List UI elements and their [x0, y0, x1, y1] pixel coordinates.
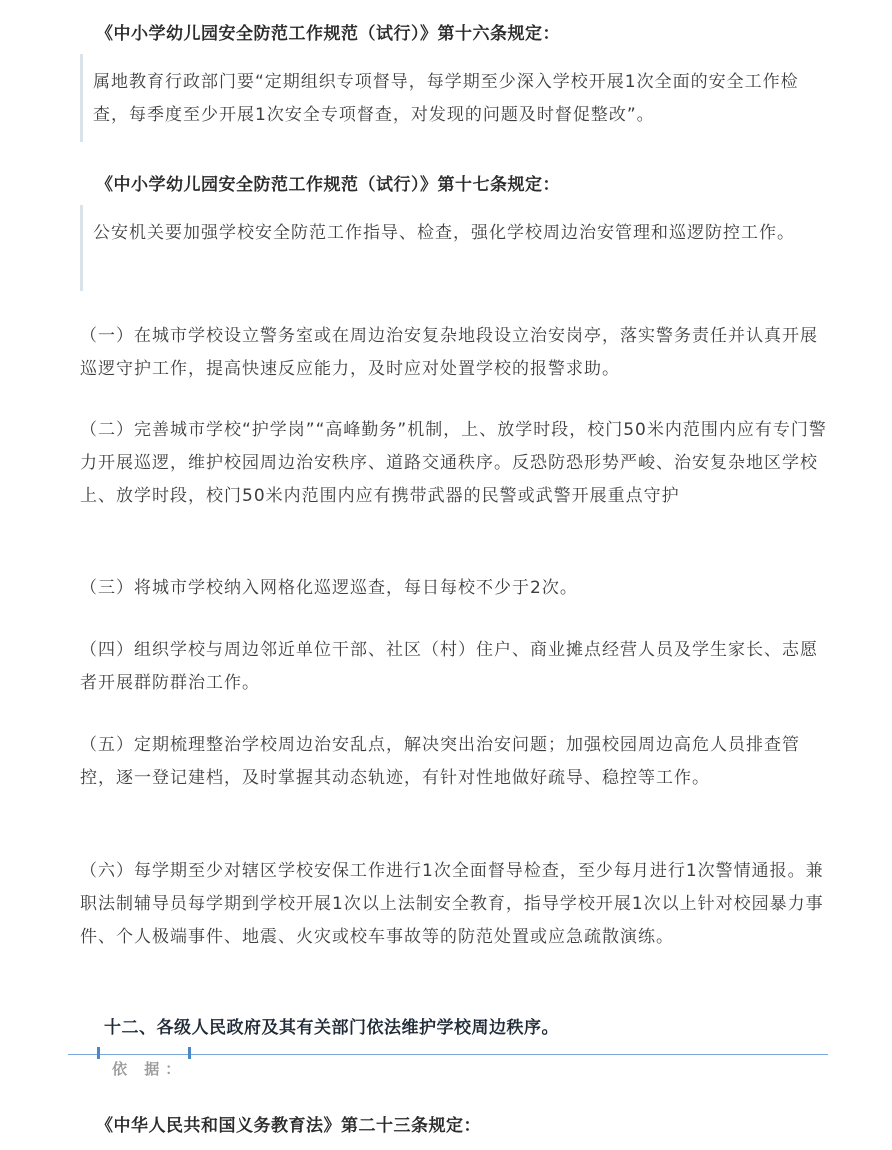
heading-article-16: 《中小学幼儿园安全防范工作规范（试行）》第十六条规定： [96, 24, 560, 44]
section-divider [68, 1054, 828, 1055]
quote-article-17-text: 公安机关要加强学校安全防范工作指导、检查，强化学校周边治安管理和巡逻防控工作。 [93, 223, 795, 243]
divider-tick-right [188, 1047, 191, 1059]
basis-label: 依 据： [112, 1060, 187, 1078]
section-title: 十二、各级人民政府及其有关部门依法维护学校周边秩序。 [104, 1018, 559, 1038]
heading-article-17: 《中小学幼儿园安全防范工作规范（试行）》第十七条规定： [96, 175, 560, 195]
heading-compulsory-education-law: 《中华人民共和国义务教育法》第二十三条规定： [96, 1116, 481, 1136]
divider-tick-left [97, 1047, 100, 1059]
quote-article-16 [80, 54, 828, 142]
item-3: （三）将城市学校纳入网格化巡逻巡查，每日每校不少于2次。 [80, 578, 578, 598]
item-2: （二）完善城市学校“护学岗”“高峰勤务”机制，上、放学时段，校门50米内范围内应有专门警力开展巡逻，维护校园周边治安秩序、道路交通秩序。反恐防恐形势严峻、治安复杂地区学校上、放学时段，校门50米内范围内应有携带武器的民警或武警开展重点守护 [80, 420, 827, 506]
quote-article-17 [80, 205, 828, 291]
item-6: （六）每学期至少对辖区学校安保工作进行1次全面督导检查，至少每月进行1次警情通报。兼职法制辅导员每学期到学校开展1次以上法制安全教育，指导学校开展1次以上针对校园暴力事件、个人极端事件、地震、火灾或校车事故等的防范处置或应急疏散演练。 [80, 861, 824, 947]
item-4: （四）组织学校与周边邻近单位干部、社区（村）住户、商业摊点经营人员及学生家长、志愿者开展群防群治工作。 [80, 640, 818, 693]
quote-article-16-text: 属地教育行政部门要“定期组织专项督导，每学期至少深入学校开展1次全面的安全工作检查，每季度至少开展1次安全专项督查，对发现的问题及时督促整改”。 [93, 72, 799, 125]
item-1: （一）在城市学校设立警务室或在周边治安复杂地段设立治安岗亭，落实警务责任并认真开展巡逻守护工作，提高快速反应能力，及时应对处置学校的报警求助。 [80, 326, 818, 379]
item-5: （五）定期梳理整治学校周边治安乱点，解决突出治安问题；加强校园周边高危人员排查管控，逐一登记建档，及时掌握其动态轨迹，有针对性地做好疏导、稳控等工作。 [80, 735, 800, 788]
